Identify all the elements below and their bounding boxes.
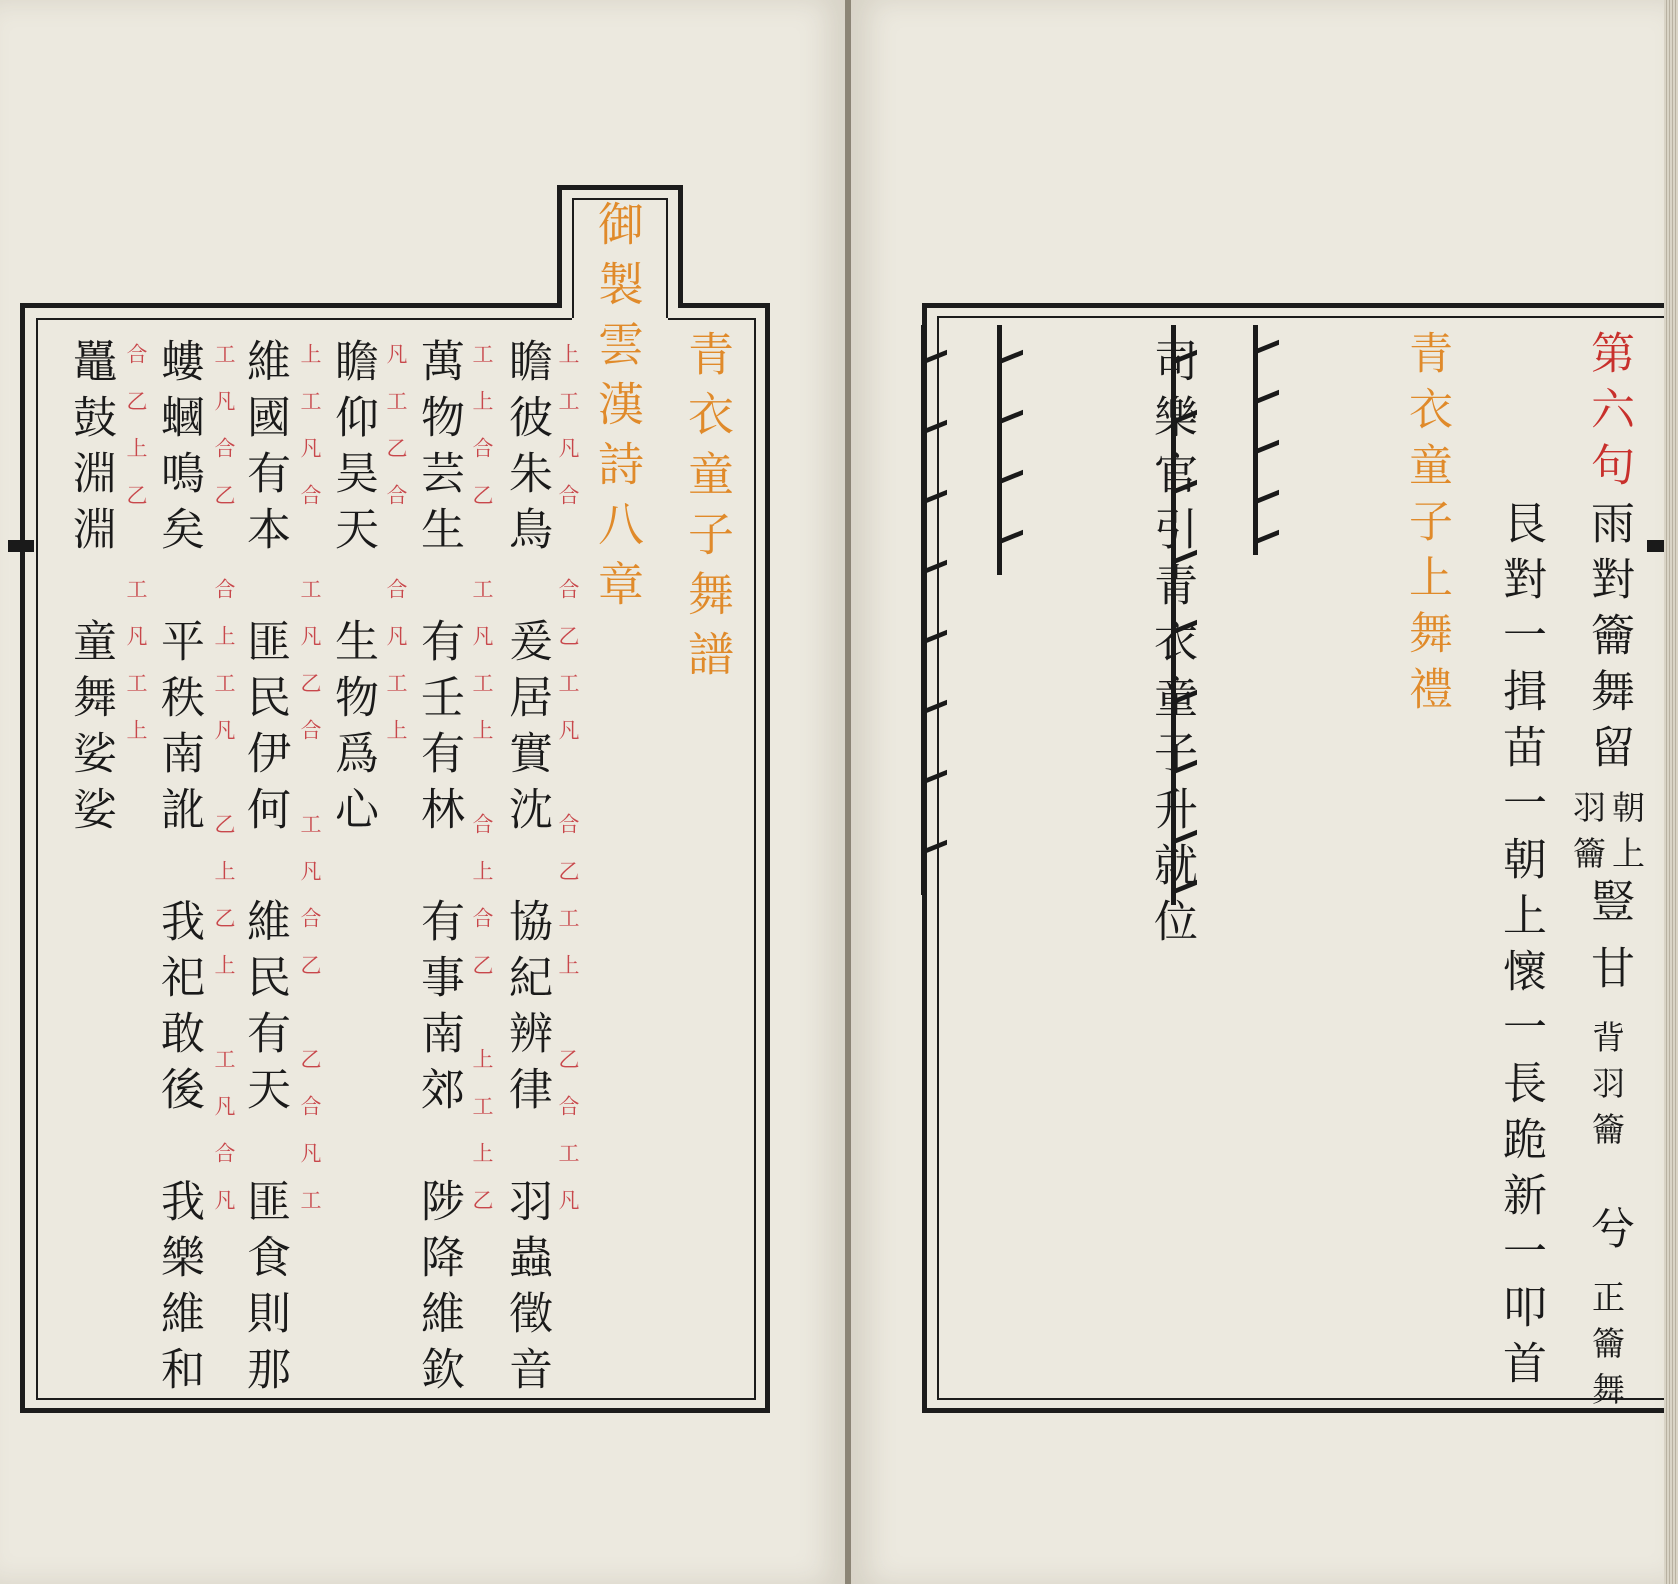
notation-column: 工凡合乙 合上工凡 乙上乙上 工凡合凡	[212, 343, 236, 1236]
lyric-column: 萬物芸生 有壬有林 有事南郊 陟降維欽	[413, 338, 464, 1402]
notation-column: 上工凡合 合乙工凡 合乙工上 乙合工凡	[556, 343, 580, 1236]
manchu-script-column	[997, 325, 1022, 575]
right-page	[851, 0, 1664, 1584]
line1-main: 雨對籥舞留	[1583, 500, 1634, 780]
inner-top-right	[668, 318, 756, 320]
line1-small2: 正籥舞	[1587, 1280, 1626, 1418]
left-frame-top-right	[678, 303, 770, 308]
lyric-column: 鼉鼓淵淵 童舞娑娑	[65, 338, 116, 842]
manchu-script-column	[1253, 325, 1278, 555]
inner-top-left	[36, 318, 572, 320]
right-heading: 青衣童子上舞禮	[1401, 330, 1452, 722]
lyric-column: 維國有本 匪民伊何 維民有天 匪食則那	[239, 338, 290, 1402]
notation-column: 合乙上乙 工凡工上	[124, 343, 148, 766]
section-label: 第六句	[1583, 330, 1634, 498]
lyric-column: 螻蟈鳴矣 平秩南訛 我祀敢後 我樂維和	[153, 338, 204, 1402]
lyric-column: 瞻彼朱鳥 爰居實沈 協紀辨律 羽蟲徵音	[501, 338, 552, 1402]
notation-column: 上工凡合 工凡乙合 工凡合乙 乙合凡工	[298, 343, 322, 1236]
title-box-text: 御製雲漢詩八章	[591, 200, 645, 620]
manchu-script-column	[921, 325, 946, 895]
line3: 司樂官引青衣童子升就位	[1146, 338, 1197, 954]
page-stack-edge	[1664, 0, 1678, 1584]
line1-tail: 豎	[1583, 878, 1634, 934]
left-heading: 青衣童子舞譜	[681, 330, 735, 690]
line1-main2: 甘	[1583, 945, 1634, 1001]
line2: 艮對一揖苗一朝上懷一長跪新一叩首	[1495, 500, 1546, 1396]
fold-mark-left	[8, 540, 34, 552]
line1-note-b: 羽籥	[1568, 790, 1607, 882]
left-frame-top-left	[20, 303, 557, 308]
right-inner-frame	[937, 316, 1666, 1400]
lyric-column: 瞻仰昊天 生物爲心	[327, 338, 378, 842]
line1-main3: 兮	[1583, 1205, 1634, 1261]
notation-column: 凡工乙合 合凡工上	[384, 343, 408, 766]
notation-column: 工上合乙 工凡工上 合上合乙 上工上乙	[470, 343, 494, 1236]
line1-note-a: 朝上	[1607, 790, 1646, 882]
line1-small: 背羽籥	[1587, 1020, 1626, 1158]
